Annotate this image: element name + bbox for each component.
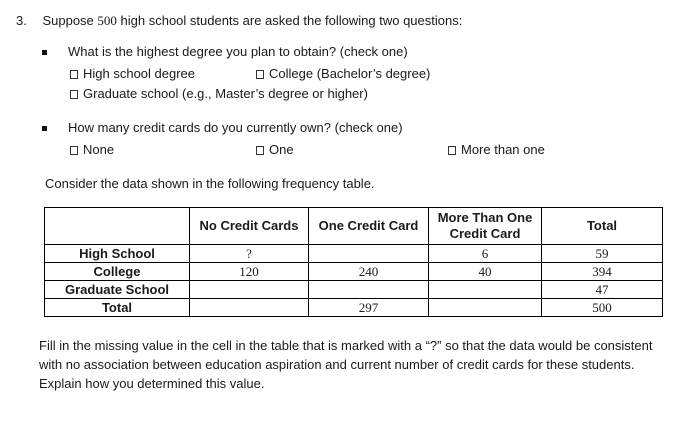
row-label: College xyxy=(45,263,190,281)
table-cell: 40 xyxy=(429,263,542,281)
table-cell: 500 xyxy=(542,299,663,317)
header-cell: Total xyxy=(542,208,663,245)
q1-prompt: What is the highest degree you plan to obtain? (check one) xyxy=(68,44,408,59)
header-cell: More Than One Credit Card xyxy=(429,208,542,245)
table-cell: 59 xyxy=(542,245,663,263)
checkbox-icon[interactable] xyxy=(256,146,264,155)
table-cell xyxy=(309,281,429,299)
question-header xyxy=(16,13,462,29)
table-cell: 120 xyxy=(190,263,309,281)
q1-option-graduate[interactable]: Graduate school (e.g., Master’s degree or higher) xyxy=(70,86,368,102)
table-row xyxy=(45,263,663,281)
question-number: 3. xyxy=(16,13,27,28)
student-count: 500 xyxy=(97,13,117,28)
table-cell xyxy=(429,299,542,317)
table-row xyxy=(45,281,663,299)
table-intro: Consider the data shown in the following frequency table. xyxy=(45,176,375,191)
table-cell xyxy=(190,281,309,299)
question-prefix: Suppose xyxy=(42,13,98,28)
row-label: High School xyxy=(45,245,190,263)
header-cell: No Credit Cards xyxy=(190,208,309,245)
q2-option-more[interactable]: More than one xyxy=(448,142,545,158)
q1-option-high-school[interactable]: High school degree xyxy=(70,66,195,82)
missing-value-cell[interactable]: ? xyxy=(190,245,309,263)
instructions-paragraph: Fill in the missing value in the cell in the table that is marked with a “?” so that the data would be consistent with no association between education aspiration and current number of credit cards for these students. Explain how you determined this value. xyxy=(39,338,653,391)
question-suffix: high school students are asked the following two questions: xyxy=(116,13,463,28)
checkbox-icon[interactable] xyxy=(70,146,78,155)
table-header-row xyxy=(45,208,663,245)
table-cell: 6 xyxy=(429,245,542,263)
table-row xyxy=(45,245,663,263)
table-cell: 394 xyxy=(542,263,663,281)
table-cell: 240 xyxy=(309,263,429,281)
frequency-table xyxy=(44,207,663,317)
q2-option-one[interactable]: One xyxy=(256,142,294,158)
q1-option-college[interactable]: College (Bachelor’s degree) xyxy=(256,66,430,82)
bullet-2 xyxy=(42,126,47,131)
table-cell xyxy=(429,281,542,299)
checkbox-icon[interactable] xyxy=(70,70,78,79)
row-label: Graduate School xyxy=(45,281,190,299)
row-label: Total xyxy=(45,299,190,317)
checkbox-icon[interactable] xyxy=(256,70,264,79)
table-cell: 297 xyxy=(309,299,429,317)
checkbox-icon[interactable] xyxy=(70,90,78,99)
table-cell xyxy=(190,299,309,317)
table-cell xyxy=(309,245,429,263)
q2-option-none[interactable]: None xyxy=(70,142,114,158)
checkbox-icon[interactable] xyxy=(448,146,456,155)
header-cell: One Credit Card xyxy=(309,208,429,245)
table-row xyxy=(45,299,663,317)
q2-prompt: How many credit cards do you currently own? (check one) xyxy=(68,120,403,135)
bullet-1 xyxy=(42,50,47,55)
header-cell xyxy=(45,208,190,245)
table-cell: 47 xyxy=(542,281,663,299)
